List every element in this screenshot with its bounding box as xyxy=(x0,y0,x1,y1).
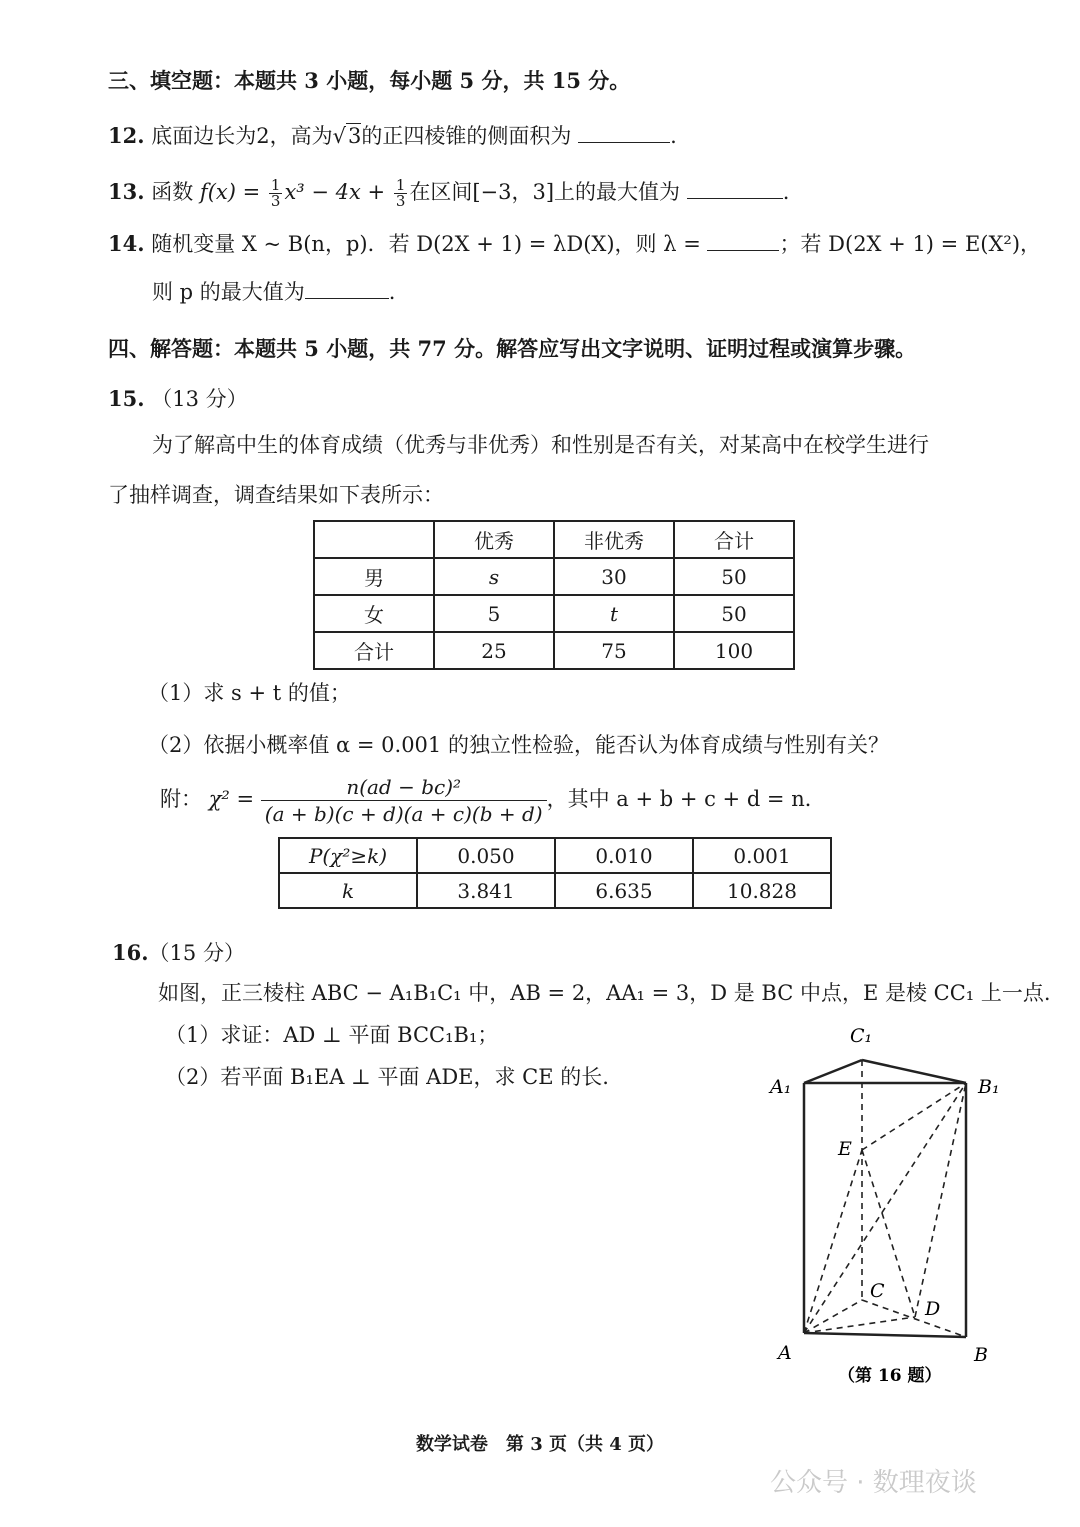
question-14-line2 xyxy=(152,276,395,307)
q14-text-b: ；若 D(2X + 1) = E(X²)， xyxy=(779,232,1042,256)
figure-caption: （第 16 题） xyxy=(838,1366,942,1386)
edge-a1-c1 xyxy=(804,1060,862,1083)
label-a1: A₁ xyxy=(770,1076,792,1098)
table-cell: P(χ²≥k) xyxy=(279,838,417,873)
q13-answer-blank[interactable] xyxy=(687,176,783,199)
q15-paragraph-1: 为了解高中生的体育成绩（优秀与非优秀）和性别是否有关，对某高中在校学生进行 xyxy=(152,433,929,457)
label-a: A xyxy=(778,1342,792,1364)
edge-c1-b1 xyxy=(862,1060,966,1083)
table-cell: 3.841 xyxy=(417,873,555,908)
q13-fraction-1 xyxy=(269,178,283,209)
table-row xyxy=(314,558,794,595)
label-c: C xyxy=(870,1280,885,1302)
q13-period: . xyxy=(782,180,790,204)
appendix-label: 附： xyxy=(160,787,202,811)
q16-part-2: （2）若平面 B₁EA ⊥ 平面 ADE，求 CE 的长. xyxy=(165,1065,609,1089)
q16-paragraph: 如图，正三棱柱 ABC − A₁B₁C₁ 中，AB = 2，AA₁ = 3，D 是 BC 中点，E 是棱 CC₁ 上一点. xyxy=(158,981,1051,1005)
q13-frac2-num: 1 xyxy=(395,176,406,194)
chi-square-lhs: χ² = xyxy=(208,787,255,811)
table-cell: 30 xyxy=(554,558,674,595)
page-footer: 数学试卷 第 3 页（共 4 页） xyxy=(415,1434,665,1455)
formula-tail: ，其中 a + b + c + d = n． xyxy=(546,787,826,811)
question-12 xyxy=(108,120,677,151)
table-cell: 男 xyxy=(314,558,434,595)
prism-figure xyxy=(760,1015,1020,1395)
q15-appendix-formula xyxy=(160,772,826,826)
q12-number: 12. xyxy=(108,123,145,148)
q13-fraction-2 xyxy=(394,178,408,209)
table-cell: 0.050 xyxy=(417,838,555,873)
q14-period: . xyxy=(388,280,396,304)
q15-paragraph-2: 了抽样调查，调查结果如下表所示： xyxy=(108,483,444,507)
table-row xyxy=(279,838,831,873)
table-cell: 75 xyxy=(554,632,674,669)
edge-a-b xyxy=(804,1333,966,1337)
q14-p-max-blank[interactable] xyxy=(305,276,389,299)
segment-e-b1 xyxy=(862,1083,966,1150)
table-cell: 6.635 xyxy=(555,873,693,908)
question-13 xyxy=(108,176,789,209)
q14-text-a: 随机变量 X ~ B(n，p)．若 D(2X + 1) = λD(X)，则 λ = xyxy=(151,232,701,256)
q14-lambda-blank[interactable] xyxy=(707,228,779,251)
q16-score: （15 分） xyxy=(148,941,245,965)
table-cell: 10.828 xyxy=(693,873,831,908)
question-14 xyxy=(108,228,1041,259)
table-row xyxy=(279,873,831,908)
q13-number: 13. xyxy=(108,179,145,204)
table-cell: 女 xyxy=(314,595,434,632)
q12-sqrt-value: 3 xyxy=(348,124,362,148)
table-cell: 合计 xyxy=(314,632,434,669)
table-cell: k xyxy=(279,873,417,908)
table-cell: 100 xyxy=(674,632,794,669)
q13-frac1-den: 3 xyxy=(270,192,281,210)
q16-part-1: （1）求证：AD ⊥ 平面 BCC₁B₁； xyxy=(165,1023,499,1047)
edge-c-b xyxy=(862,1300,966,1337)
table-cell: 50 xyxy=(674,558,794,595)
edge-a-c xyxy=(804,1300,862,1333)
table-cell: t xyxy=(554,595,674,632)
q14-number: 14. xyxy=(108,231,145,256)
table-cell: 优秀 xyxy=(434,521,554,558)
question-15-header xyxy=(108,384,248,414)
table-cell xyxy=(314,521,434,558)
table-cell: 50 xyxy=(674,595,794,632)
formula-denominator: (a + b)(c + d)(a + c)(b + d) xyxy=(264,802,543,826)
table-cell: 0.010 xyxy=(555,838,693,873)
table-cell: s xyxy=(434,558,554,595)
q15-number: 15. xyxy=(108,386,145,411)
table-cell: 非优秀 xyxy=(554,521,674,558)
q15-part-2: （2）依据小概率值 α = 0.001 的独立性检验，能否认为体育成绩与性别有关？ xyxy=(148,733,889,757)
q13-text-a: 函数 xyxy=(151,180,194,204)
chi-square-critical-table xyxy=(278,837,832,909)
sqrt-sign: √ xyxy=(332,124,346,148)
label-e: E xyxy=(838,1138,852,1160)
q15-part-1: （1）求 s + t 的值； xyxy=(148,681,351,705)
section-4-heading: 四、解答题：本题共 5 小题，共 77 分。解答应写出文字说明、证明过程或演算步骤。 xyxy=(108,336,917,361)
q12-answer-blank[interactable] xyxy=(578,120,670,143)
table-row xyxy=(314,632,794,669)
q14-line2-text: 则 p 的最大值为 xyxy=(152,280,305,304)
q15-contingency-table xyxy=(313,520,795,670)
watermark: 公众号 · 数理夜谈 xyxy=(770,1468,977,1498)
table-cell: 0.001 xyxy=(693,838,831,873)
table-cell: 5 xyxy=(434,595,554,632)
formula-numerator: n(ad − bc)² xyxy=(261,774,547,801)
label-d: D xyxy=(925,1298,941,1320)
label-c1: C₁ xyxy=(850,1025,873,1047)
q13-mid: x³ − 4x + xyxy=(284,180,386,204)
q15-score: （13 分） xyxy=(151,387,248,411)
section-3-heading: 三、填空题：本题共 3 小题，每小题 5 分，共 15 分。 xyxy=(108,68,631,93)
segment-d-b1 xyxy=(915,1083,966,1317)
label-b: B xyxy=(974,1344,988,1366)
table-row xyxy=(314,595,794,632)
q13-frac1-num: 1 xyxy=(270,176,281,194)
q12-period: . xyxy=(670,124,677,148)
q12-text-b: 的正四棱锥的侧面积为 xyxy=(361,124,572,148)
label-b1: B₁ xyxy=(978,1076,1000,1098)
q13-text-b: 在区间[−3，3]上的最大值为 xyxy=(409,180,681,204)
q12-text-a: 底面边长为2，高为 xyxy=(151,124,333,148)
table-cell: 25 xyxy=(434,632,554,669)
question-16-header xyxy=(112,938,245,968)
table-cell: 合计 xyxy=(674,521,794,558)
q13-frac2-den: 3 xyxy=(395,192,406,210)
chi-square-fraction xyxy=(261,774,547,827)
q13-fx: f(x) = xyxy=(199,180,261,204)
segment-a-d xyxy=(804,1317,915,1333)
q16-number: 16. xyxy=(112,940,149,965)
table-header-row xyxy=(314,521,794,558)
